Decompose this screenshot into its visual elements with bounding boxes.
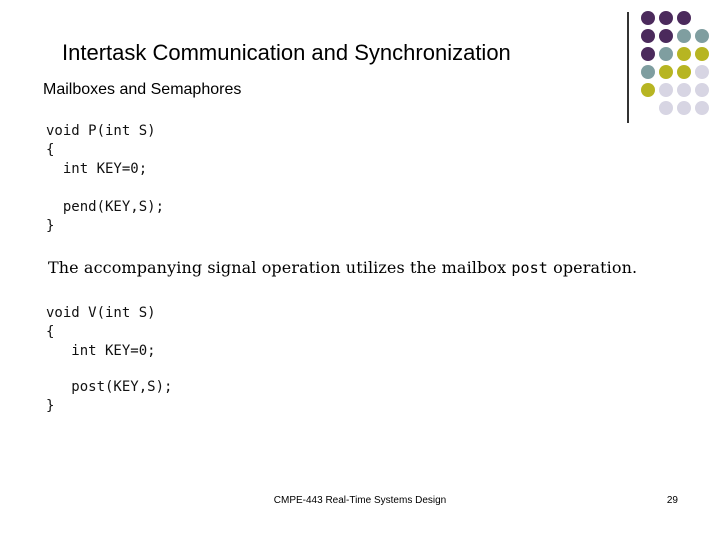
decorative-dot (659, 101, 673, 115)
explanation-text-start: The accompanying signal operation utilizes the mailbox (48, 258, 512, 277)
decorative-dot (677, 83, 691, 97)
code-line: int KEY=0; (46, 161, 148, 177)
decorative-dot (695, 47, 709, 61)
decorative-dot (659, 83, 673, 97)
decorative-dot (695, 101, 709, 115)
code-line: pend(KEY,S); (46, 199, 165, 215)
explanation-text (48, 258, 637, 277)
decorative-dot (695, 83, 709, 97)
decorative-dot (677, 47, 691, 61)
explanation-text-end: operation. (547, 258, 638, 277)
slide-title: Intertask Communication and Synchronization (62, 40, 511, 65)
decorative-dot (641, 65, 655, 79)
slide-subtitle: Mailboxes and Semaphores (43, 81, 242, 98)
code-line: int KEY=0; (46, 343, 156, 359)
code-line: void P(int S) (46, 123, 156, 139)
decorative-dot-grid (0, 0, 720, 130)
decorative-dot (659, 11, 673, 25)
decorative-dot (641, 47, 655, 61)
code-line: post(KEY,S); (46, 379, 173, 395)
decorative-dot (677, 65, 691, 79)
code-line: } (46, 218, 55, 234)
decorative-dot (677, 11, 691, 25)
code-line: { (46, 142, 55, 158)
decorative-dot (695, 29, 709, 43)
slide-footer: CMPE-443 Real-Time Systems Design (273, 495, 447, 506)
page-number: 29 (666, 495, 678, 506)
decorative-dot (641, 11, 655, 25)
decorative-dot (659, 47, 673, 61)
keyword-post: post (511, 259, 548, 277)
decorative-dot (677, 29, 691, 43)
decorative-dot (659, 65, 673, 79)
decorative-dot (641, 29, 655, 43)
decorative-dot (695, 65, 709, 79)
code-line: { (46, 324, 55, 340)
code-line: } (46, 398, 55, 414)
decorative-dot (677, 101, 691, 115)
decorative-dot (641, 83, 655, 97)
decorative-dot (659, 29, 673, 43)
code-line: void V(int S) (46, 305, 156, 321)
